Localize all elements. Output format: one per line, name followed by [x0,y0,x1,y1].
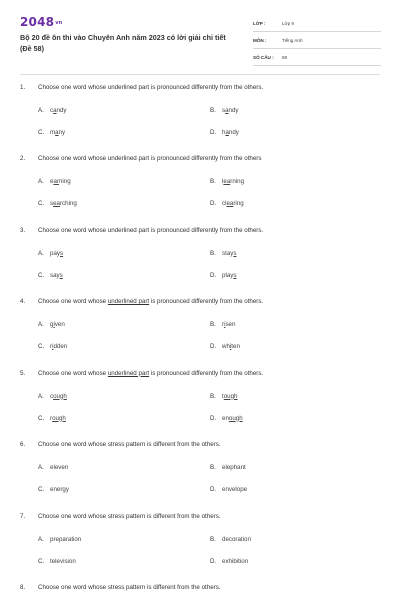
meta-row-class [253,15,381,32]
underlined-text: underlined part [107,298,150,305]
option-text [222,321,235,328]
underlined-text: ea [223,178,231,185]
question-number: 3. [20,226,26,234]
answer-option-c[interactable] [38,270,63,280]
text-segment: ndy [228,128,239,136]
text-segment: dden [53,343,68,350]
option-text [222,200,244,207]
text-segment: wh [222,343,230,350]
option-text [222,536,251,543]
text-segment: s [222,106,226,114]
option-text [50,129,65,136]
answer-option-a[interactable] [38,320,65,330]
option-text [222,250,236,257]
text-segment: ven [54,321,65,328]
underlined-text: ough [52,414,66,422]
answer-option-d[interactable] [210,270,236,280]
option-letter: B. [210,178,216,185]
option-text [50,464,68,471]
meta-row-subject [253,32,381,49]
underlined-text: a [225,128,229,136]
question-text [38,227,263,234]
option-text [50,558,76,565]
answer-option-a[interactable] [38,105,67,115]
text-segment: stay [222,249,234,257]
header-divider [20,74,380,75]
meta-table [253,15,381,66]
text-segment: preparation [50,535,82,543]
answer-option-c[interactable] [38,556,76,566]
answer-option-a[interactable] [38,391,67,401]
underlined-text: ea [226,200,234,207]
text-segment: Choose one word whose stress pattern is different from the others. [38,584,221,591]
text-segment: Choose one word whose [38,298,108,305]
underlined-text: i [224,321,226,328]
option-letter: D. [210,128,217,136]
question-text [38,84,263,91]
question-text [38,155,261,162]
option-text [50,272,63,279]
text-segment: television [50,557,76,565]
text-segment: m [50,128,56,136]
text-segment: ten [231,343,240,350]
answer-option-a[interactable] [38,248,63,258]
question-text [38,584,221,591]
question-stem [20,297,380,307]
option-letter: D. [210,414,217,422]
logo-suffix: vn [55,19,63,26]
text-segment: h [222,128,226,136]
answer-option-c[interactable] [38,413,66,423]
question-2 [20,154,380,207]
text-segment: say [50,271,60,279]
option-letter: A. [38,535,44,543]
question-text [38,298,263,305]
text-segment: Choose one word whose underlined part is pronounced differently from the others [38,155,262,162]
option-letter: C. [38,486,45,493]
underlined-text: s [59,271,63,279]
underlined-text: ough [53,392,67,400]
option-text [50,536,81,543]
answer-option-d[interactable] [210,342,240,352]
option-letter: B. [210,464,216,471]
underlined-text: a [55,128,59,136]
text-segment: c [50,106,54,114]
answer-option-b[interactable] [210,105,239,115]
logo-text: 2048 [20,15,55,29]
document-title: Bộ 20 đề ôn thi vào Chuyên Anh năm 2023 có lời giải chi tiết (Đề 58) [20,33,226,53]
underlined-text: s [233,249,237,257]
answer-option-c[interactable] [38,485,69,495]
text-segment: l [222,178,224,185]
text-segment: Choose one word whose [38,369,108,377]
text-segment: energy [50,486,69,493]
text-segment: rning [230,178,245,185]
site-logo[interactable] [20,15,62,29]
option-letter: A. [38,392,44,400]
question-6 [20,440,380,493]
answer-option-b[interactable] [210,320,235,330]
answer-option-b[interactable] [210,248,236,258]
option-letter: B. [210,535,216,543]
text-segment: eleven [50,464,69,471]
question-stem [20,82,380,92]
option-text [222,343,240,350]
text-segment: r [50,414,53,422]
option-letter: D. [210,200,217,207]
text-segment: r [222,321,225,328]
option-text [222,107,239,114]
text-segment: ny [58,128,66,136]
option-letter: C. [38,200,45,207]
underlined-text: i [229,343,232,350]
underlined-text: ough [223,392,238,400]
text-segment: t [222,392,224,400]
answer-option-d[interactable] [210,413,243,423]
option-letter: C. [38,557,45,565]
answer-option-c[interactable] [38,199,77,209]
text-segment: exhibition [222,557,249,565]
text-segment: e [50,178,54,185]
answer-option-a[interactable] [38,534,81,544]
option-letter: B. [210,321,216,328]
text-segment: elephant [222,464,246,471]
option-text [50,321,65,328]
answer-option-d[interactable] [210,485,247,495]
question-stem [20,368,380,378]
text-segment: sen [225,321,236,328]
option-text [222,272,236,279]
meta-label: MÔN : [253,37,267,43]
option-letter: C. [38,271,45,279]
underlined-text: ough [228,414,243,422]
option-letter: B. [210,249,216,257]
meta-label: SỐ CÂU : [253,54,274,60]
option-letter: C. [38,414,45,422]
meta-value: Lớp 9 [282,20,294,26]
underlined-text: i [53,321,55,328]
text-segment: Choose one word whose underlined part is pronounced differently from the others. [38,83,264,91]
question-number: 4. [20,298,26,305]
option-text [222,558,248,565]
option-letter: C. [38,128,45,136]
underlined-text: a [225,106,229,114]
question-text [38,370,263,377]
question-8 [20,583,380,593]
meta-value: Tiếng Anh [282,37,303,43]
option-text [222,129,239,136]
text-segment: Choose one word whose stress pattern is different from the others. [38,512,221,520]
question-number: 6. [20,441,26,448]
option-letter: A. [38,464,44,471]
document-header [0,0,400,72]
meta-value: 89 [282,54,288,60]
text-segment: play [222,271,234,279]
meta-label: LỚP : [253,20,266,26]
question-1 [20,82,380,136]
question-number: 7. [20,512,26,520]
answer-option-d[interactable] [210,556,248,566]
option-text [50,250,63,257]
text-segment: envelope [222,486,248,493]
text-segment: is pronounced differently from the others. [149,298,264,305]
underlined-text: ar [53,178,59,185]
question-number: 2. [20,155,26,162]
text-segment: c [50,392,54,400]
answer-option-b[interactable] [210,463,246,473]
underlined-text: underlined part [107,369,150,377]
meta-row-count [253,49,381,66]
text-segment: cl [222,200,227,207]
text-segment: Choose one word whose stress pattern is different from the others. [38,441,221,448]
question-4 [20,297,380,350]
text-segment: Choose one word whose underlined part is pronounced differently from the others. [38,226,264,234]
question-number: 1. [20,83,26,91]
text-segment: ning [58,178,71,185]
text-segment: r [50,343,53,350]
option-letter: A. [38,106,44,114]
option-text [50,343,67,350]
option-letter: B. [210,106,216,114]
question-5 [20,368,380,422]
answer-option-b[interactable] [210,177,244,187]
option-text [50,486,69,493]
option-text [50,393,67,400]
option-letter: D. [210,343,217,350]
answer-option-a[interactable] [38,463,68,473]
text-segment: en [222,414,229,422]
text-segment: ndy [56,106,67,114]
underlined-text: i [52,343,54,350]
answer-option-a[interactable] [38,177,71,187]
option-text [222,393,238,400]
text-segment: is pronounced differently from the others. [149,369,264,377]
text-segment: ring [233,200,244,207]
question-stem [20,440,380,450]
option-text [50,178,71,185]
question-number: 8. [20,584,26,591]
question-text [38,441,221,448]
answer-option-b[interactable] [210,391,238,401]
option-text [222,178,244,185]
option-text [222,464,246,471]
question-stem [20,225,380,235]
option-text [50,107,67,114]
text-segment: ndy [228,106,239,114]
option-text [222,486,247,493]
underlined-text: s [233,271,237,279]
option-text [50,415,66,422]
answer-option-d[interactable] [210,127,239,137]
underlined-text: s [59,249,64,257]
question-text [38,513,221,520]
question-stem [20,583,380,593]
option-text [222,415,243,422]
underlined-text: ea [53,200,60,207]
question-stem [20,154,380,164]
question-3 [20,225,380,279]
text-segment: s [50,200,54,207]
text-segment: pay [50,249,60,257]
option-letter: D. [210,271,217,279]
text-segment: decoration [222,535,251,543]
question-number: 5. [20,369,26,377]
question-stem [20,511,380,521]
option-letter: A. [38,321,44,328]
underlined-text: a [53,106,57,114]
answer-option-d[interactable] [210,199,244,209]
text-segment: g [50,321,54,328]
answer-option-c[interactable] [38,342,67,352]
option-letter: A. [38,178,44,185]
text-segment: rching [59,200,77,207]
question-7 [20,511,380,565]
answer-option-b[interactable] [210,534,251,544]
option-letter: D. [210,557,217,565]
option-letter: D. [210,486,217,493]
answer-option-c[interactable] [38,127,65,137]
option-letter: C. [38,343,45,350]
option-text [50,200,77,207]
option-letter: A. [38,249,44,257]
option-letter: B. [210,392,216,400]
